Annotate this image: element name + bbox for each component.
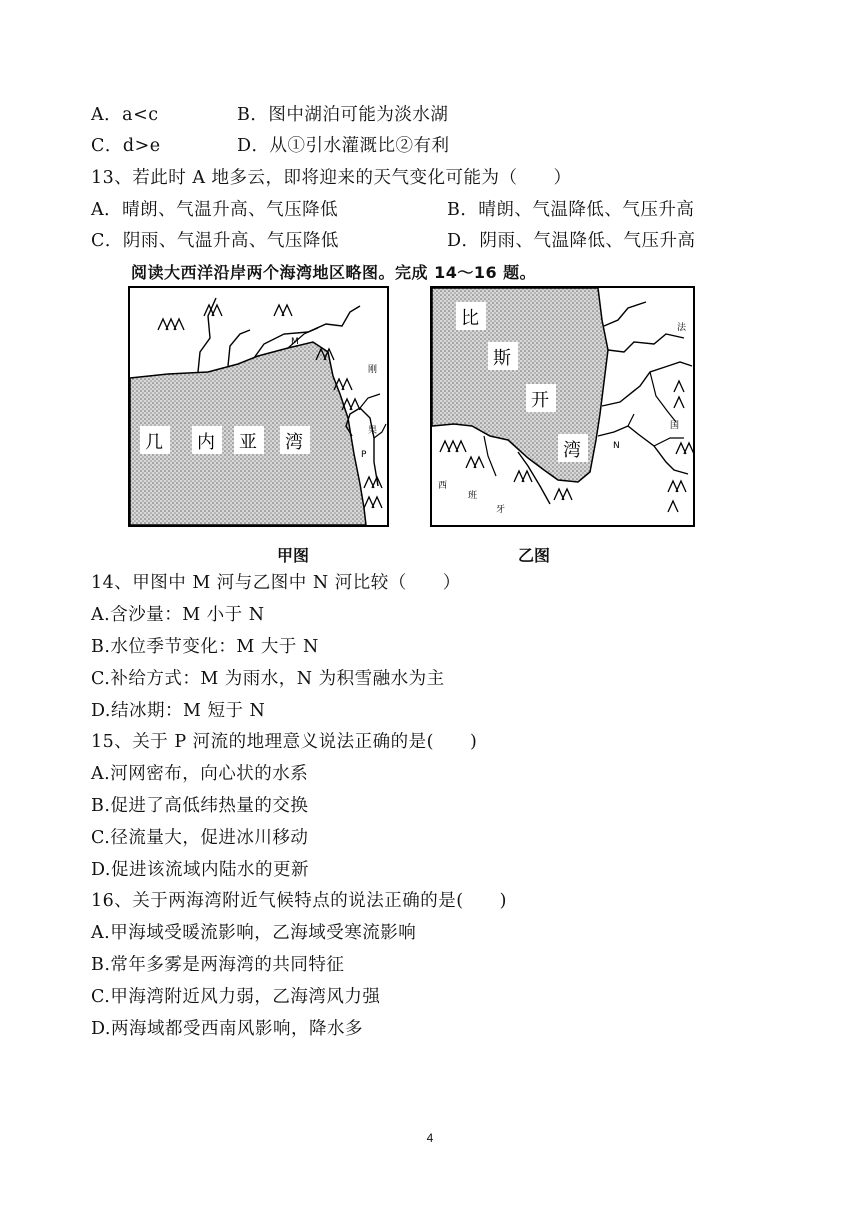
q16-stem: 16、关于两海湾附近气候特点的说法正确的是( )	[91, 891, 507, 911]
q13-option-b: B．晴朗、气温降低、气压升高	[447, 200, 695, 220]
section-intro: 阅读大西洋沿岸两个海湾地区略图。完成 14～16 题。	[131, 263, 537, 282]
river-p-label: P	[361, 450, 367, 460]
q12-option-d: D．从①引水灌溉比②有利	[237, 136, 450, 156]
q13-option-a: A．晴朗、气温升高、气压降低	[91, 200, 339, 220]
q16-option-d: D.两海域都受西南风影响，降水多	[91, 1019, 363, 1039]
map-right-caption: 乙图	[518, 546, 551, 565]
q13-option-d: D．阴雨、气温降低、气压升高	[447, 231, 696, 251]
q16-option-c: C.甲海湾附近风力弱，乙海湾风力强	[91, 987, 381, 1007]
country-label-fr2: 国	[670, 421, 680, 431]
q14-stem: 14、甲图中 M 河与乙图中 N 河比较（ ）	[91, 573, 461, 593]
country-label-sp3: 牙	[496, 505, 506, 515]
q12-option-b: B．图中湖泊可能为淡水湖	[237, 105, 449, 125]
river-n-label: N	[613, 441, 620, 451]
country-label-sp1: 西	[438, 481, 448, 491]
gulf-label-5: 比	[461, 308, 479, 329]
q15-option-c: C.径流量大，促进冰川移动	[91, 828, 309, 848]
q13-stem: 13、若此时 A 地多云，即将迎来的天气变化可能为（ ）	[91, 168, 572, 188]
q16-option-a: A.甲海域受暖流影响，乙海域受寒流影响	[91, 923, 417, 943]
q14-option-c: C.补给方式：M 为雨水，N 为积雪融水为主	[91, 669, 445, 689]
gulf-label-8: 湾	[563, 440, 581, 461]
gulf-label-4: 湾	[285, 432, 303, 453]
maps-figure	[128, 286, 696, 530]
q15-stem: 15、关于 P 河流的地理意义说法正确的是( )	[91, 732, 478, 752]
country-label-2: 果	[368, 426, 378, 436]
q16-option-b: B.常年多雾是两海湾的共同特征	[91, 955, 345, 975]
page-number: 4	[426, 1131, 434, 1145]
q14-option-b: B.水位季节变化：M 大于 N	[91, 637, 319, 657]
map-left-caption: 甲图	[277, 546, 310, 565]
map-right	[431, 287, 694, 526]
country-label-fr1: 法	[677, 323, 687, 333]
map-left	[129, 287, 388, 526]
q14-option-a: A.含沙量：M 小于 N	[91, 605, 265, 625]
q15-option-b: B.促进了高低纬热量的交换	[91, 796, 309, 816]
q15-option-d: D.促进该流域内陆水的更新	[91, 860, 309, 880]
q12-option-c: C．d>e	[91, 136, 161, 156]
q12-option-a: A．a<c	[91, 105, 159, 125]
gulf-label-1: 几	[145, 432, 163, 453]
country-label-1: 刚	[368, 365, 378, 375]
gulf-label-6: 斯	[493, 348, 511, 369]
gulf-label-3: 亚	[239, 432, 257, 453]
q13-option-c: C．阴雨、气温升高、气压降低	[91, 231, 339, 251]
q14-option-d: D.结冰期：M 短于 N	[91, 701, 266, 721]
country-label-sp2: 班	[468, 491, 478, 501]
river-m-label: M	[291, 337, 299, 347]
gulf-label-2: 内	[197, 432, 215, 453]
gulf-label-7: 开	[531, 390, 549, 411]
q15-option-a: A.河网密布，向心状的水系	[91, 764, 309, 784]
